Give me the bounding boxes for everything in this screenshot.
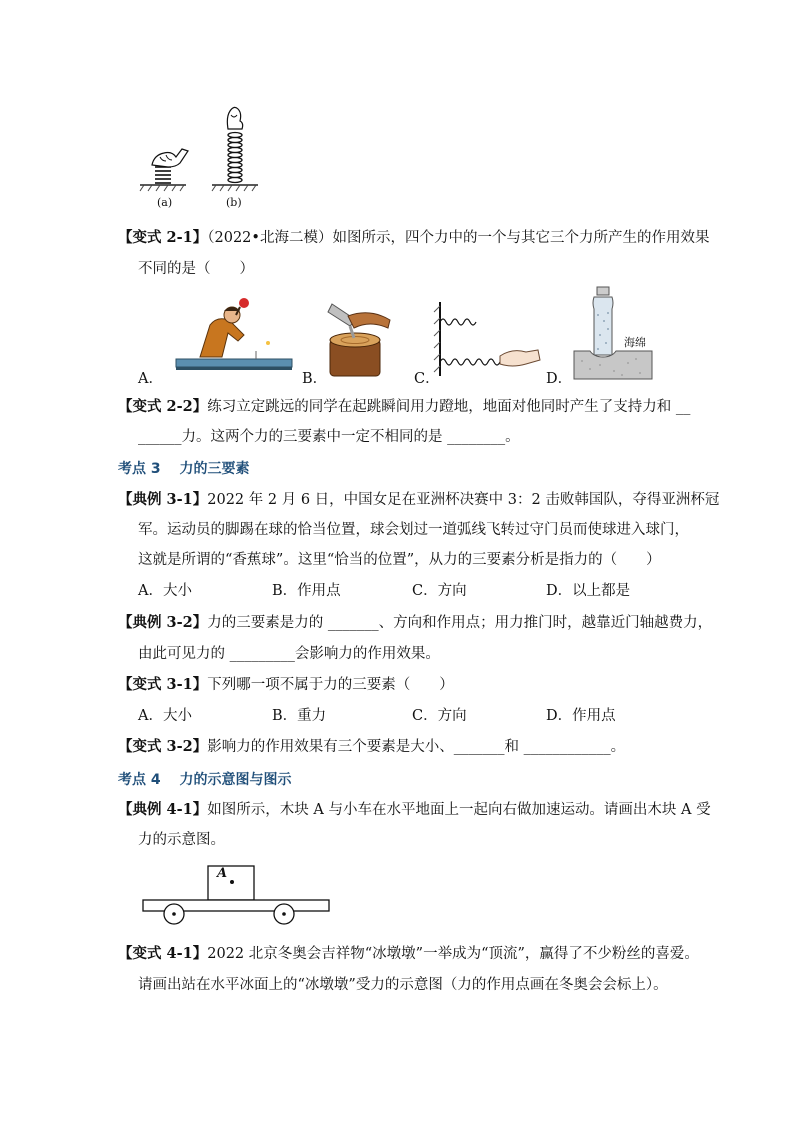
question-2-1 (118, 228, 709, 248)
option-b-label: B． (302, 371, 328, 387)
example-3-1-line2: 军。运动员的脚踢在球的恰当位置，球会划过一道弧线飞转过守门员而使球进入球门， (138, 522, 689, 538)
question-text: 练习立定跳远的同学在起跳瞬间用力蹬地，地面对他同时产生了支持力和 __ (207, 399, 691, 415)
question-tag: 【典例 3-2】 (118, 614, 208, 631)
axe-wood-picture (320, 298, 392, 378)
example-3-2 (118, 613, 712, 633)
option-d-label: D． (546, 371, 573, 387)
question-4-1 (118, 944, 699, 964)
question-text: 2022 年 2 月 6 日，中国女足在亚洲杯决赛中 3：2 击败韩国队，夺得亚洲杯冠 (207, 492, 720, 508)
question-3-1 (118, 675, 454, 695)
table-tennis-picture (174, 295, 294, 377)
caption-b: (b) (226, 196, 242, 209)
cart-block-figure (140, 864, 332, 928)
question-tag: 【典例 3-1】 (118, 491, 208, 508)
option-a: A．大小 (138, 708, 192, 724)
sponge-label: 海绵 (624, 336, 646, 349)
question-4-1-line2: 请画出站在水平冰面上的“冰墩墩”受力的示意图（力的作用点画在冬奥会会标上）。 (138, 977, 668, 993)
question-tag: 【典例 4-1】 (118, 801, 208, 818)
example-3-1-line3: 这就是所谓的“香蕉球”。这里“恰当的位置”，从力的三要素分析是指力的（ ） (138, 552, 661, 568)
example-3-2-line2: 由此可见力的 _________会影响力的作用效果。 (138, 646, 440, 662)
option-c: C．方向 (412, 583, 467, 599)
question-text: 影响力的作用效果有三个要素是大小、_______和 ____________。 (207, 739, 626, 755)
section-heading-3: 考点 3 力的三要素 (118, 461, 250, 477)
block-label: A (217, 866, 228, 881)
section-heading-4: 考点 4 力的示意图与图示 (118, 772, 292, 788)
option-b: B．重力 (272, 708, 327, 724)
example-4-1-line2: 力的示意图。 (138, 832, 225, 848)
option-a: A．大小 (138, 583, 192, 599)
question-tag: 【变式 2-2】 (118, 398, 208, 415)
question-2-2-line2: ______力。这两个力的三要素中一定不相同的是 ________。 (138, 429, 520, 445)
question-3-2 (118, 737, 625, 757)
example-4-1 (118, 800, 711, 820)
question-text: （2022•北海二模）如图所示，四个力中的一个与其它三个力所产生的作用效果 (207, 230, 710, 246)
option-d: D．以上都是 (546, 583, 631, 599)
question-tag: 【变式 3-2】 (118, 738, 208, 755)
question-text: 2022 北京冬奥会吉祥物“冰墩墩”一举成为“顶流”，赢得了不少粉丝的喜爱。 (207, 946, 699, 962)
caption-a: (a) (157, 196, 173, 209)
question-tag: 【变式 4-1】 (118, 945, 208, 962)
option-c-label: C． (414, 371, 440, 387)
question-text: 下列哪一项不属于力的三要素（ ） (207, 677, 454, 693)
option-c: C．方向 (412, 708, 467, 724)
question-text: 如图所示，木块 A 与小车在水平地面上一起向右做加速运动。请画出木块 A 受 (207, 802, 711, 818)
example-3-1 (118, 490, 719, 510)
question-2-2 (118, 397, 690, 417)
option-a-label: A． (138, 371, 163, 387)
question-tag: 【变式 2-1】 (118, 229, 208, 246)
option-d: D．作用点 (546, 708, 616, 724)
question-2-1-line2: 不同的是（ ） (138, 261, 254, 277)
bottle-sponge-picture (570, 285, 660, 380)
question-tag: 【变式 3-1】 (118, 676, 208, 693)
question-text: 力的三要素是力的 _______、方向和作用点；用力推门时，越靠近门轴越费力， (207, 615, 713, 631)
wall-spring-picture (434, 300, 542, 378)
option-b: B．作用点 (272, 583, 341, 599)
